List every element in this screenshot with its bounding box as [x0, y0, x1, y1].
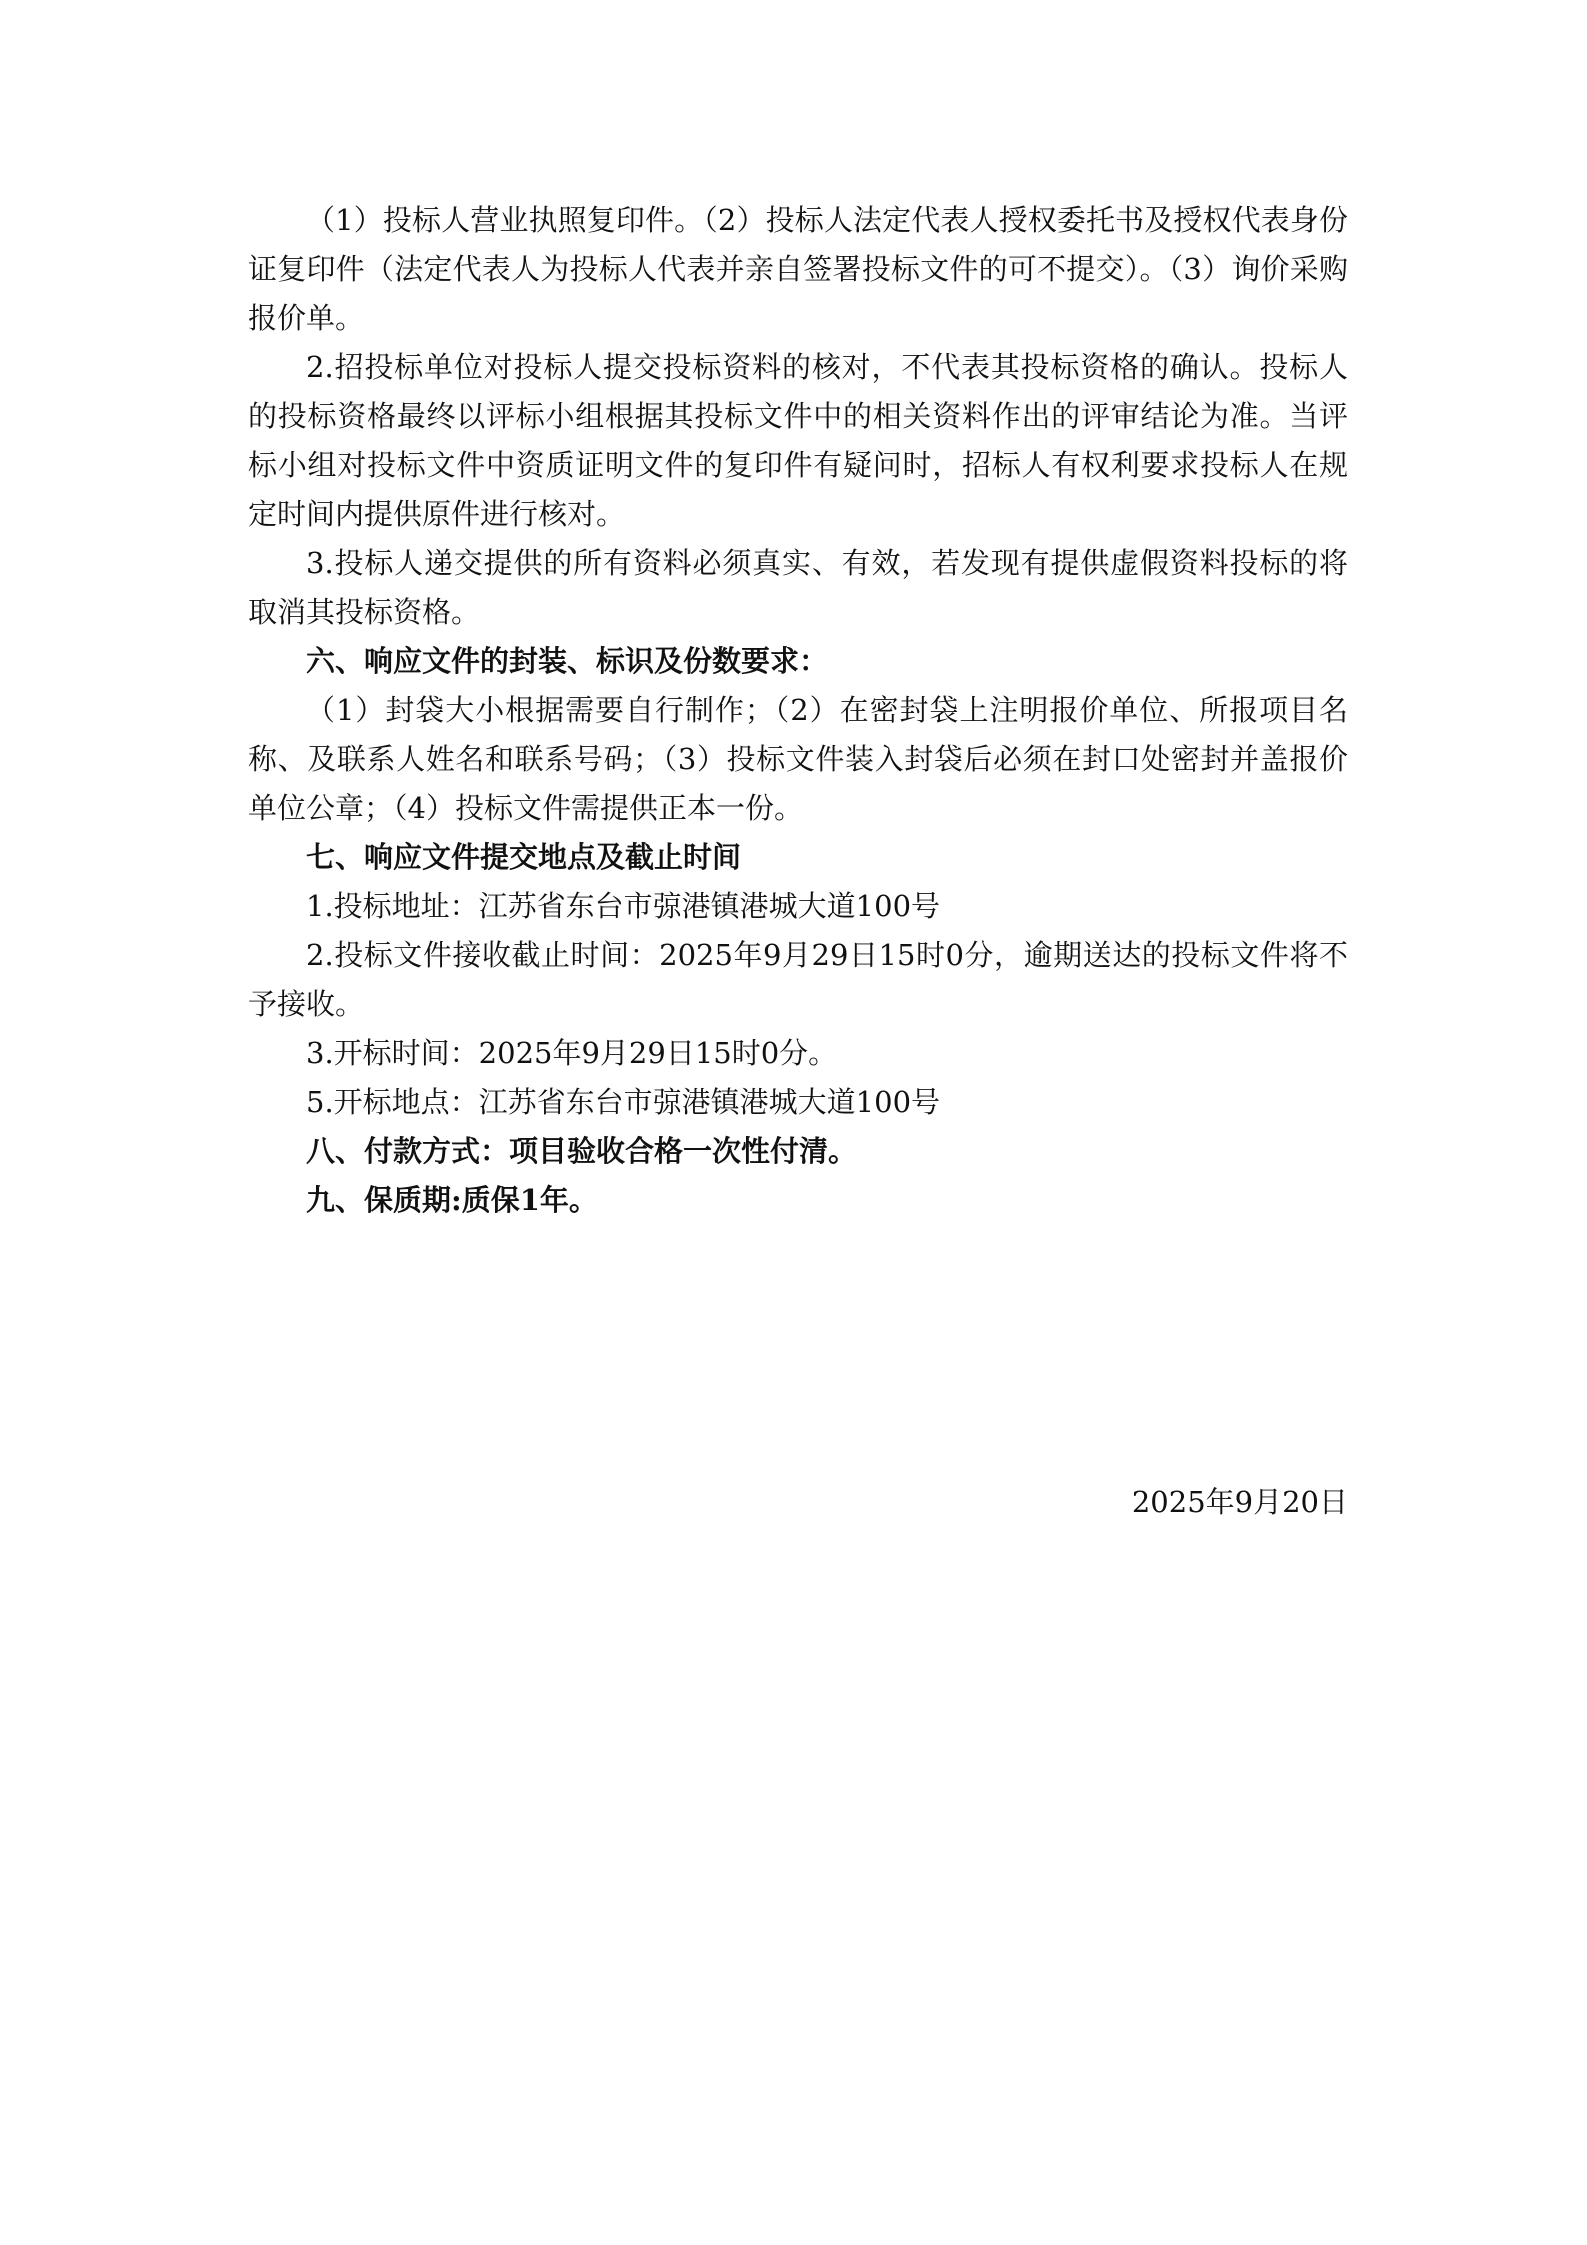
document-date: 2025年9月20日 [1131, 1485, 1348, 1519]
section-heading-packaging: 六、响应文件的封装、标识及份数要求： [306, 644, 829, 678]
paragraph-opening-location: 5.开标地点：江苏省东台市弶港镇港城大道100号 [306, 1085, 941, 1119]
paragraph-opening-time: 3.开标时间：2025年9月29日15时0分。 [306, 1036, 838, 1070]
paragraph-required-documents: （1）投标人营业执照复印件。（2）投标人法定代表人授权委托书及授权代表身份证复印件（法定代表人为投标人代表并亲自签署投标文件的可不提交）。（3）询价采购报价单。 [248, 203, 1348, 335]
section-heading-warranty: 九、保质期:质保1年。 [306, 1183, 598, 1217]
paragraph-authenticity: 3.投标人递交提供的所有资料必须真实、有效，若发现有提供虚假资料投标的将取消其投标资格。 [248, 546, 1348, 629]
paragraph-packaging-requirements: （1）封袋大小根据需要自行制作；（2）在密封袋上注明报价单位、所报项目名称、及联系人姓名和联系号码；（3）投标文件装入封袋后必须在封口处密封并盖报价单位公章；（4）投标文件需提供正本一份。 [248, 693, 1348, 825]
section-heading-payment: 八、付款方式：项目验收合格一次性付清。 [306, 1134, 858, 1168]
section-heading-submission: 七、响应文件提交地点及截止时间 [306, 840, 742, 874]
paragraph-submission-address: 1.投标地址：江苏省东台市弶港镇港城大道100号 [306, 889, 941, 923]
document-body [248, 196, 1348, 1225]
paragraph-submission-deadline: 2.投标文件接收截止时间：2025年9月29日15时0分，逾期送达的投标文件将不予接收。 [248, 938, 1348, 1021]
paragraph-qualification-check: 2.招投标单位对投标人提交投标资料的核对，不代表其投标资格的确认。投标人的投标资格最终以评标小组根据其投标文件中的相关资料作出的评审结论为准。当评标小组对投标文件中资质证明文件的复印件有疑问时，招标人有权利要求投标人在规定时间内提供原件进行核对。 [248, 350, 1348, 531]
